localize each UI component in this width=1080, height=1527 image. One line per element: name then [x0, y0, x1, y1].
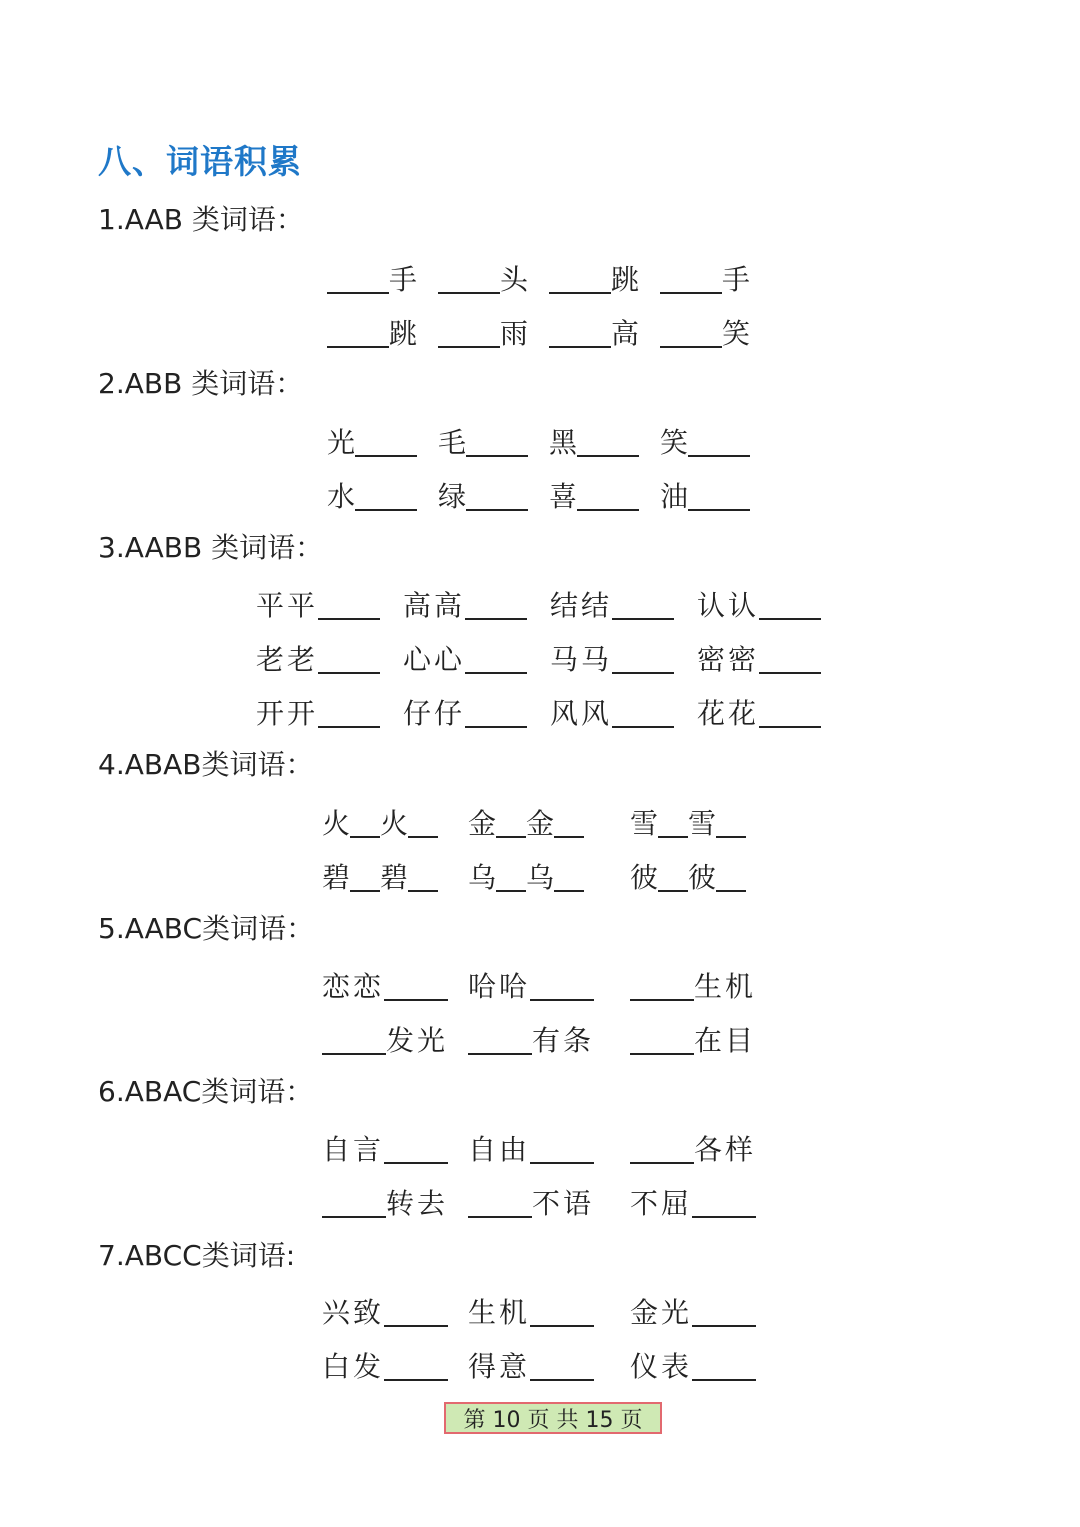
aabc-item: 生机 [630, 961, 756, 1001]
section-title: 八、词语积累 [98, 142, 302, 181]
abb-item: 笑 [660, 417, 750, 457]
fill-blank[interactable] [530, 1353, 594, 1381]
abcc-item: 生机 [468, 1287, 594, 1327]
aabb-item: 高高 [403, 580, 527, 620]
abab-item: 火 火 [322, 798, 438, 838]
fill-blank[interactable] [408, 810, 438, 838]
abab-item: 金 金 [468, 798, 584, 838]
abab-item: 雪 雪 [630, 798, 746, 838]
fill-blank[interactable] [322, 1027, 386, 1055]
abb-item: 绿 [438, 471, 528, 511]
heading-aabb: 3.AABB 类词语： [98, 531, 324, 564]
abb-item: 黑 [549, 417, 639, 457]
aabb-item: 密密 [697, 634, 821, 674]
fill-blank[interactable] [612, 700, 674, 728]
fill-blank[interactable] [327, 266, 389, 294]
abac-item: 各样 [630, 1124, 756, 1164]
abac-item: 转去 [322, 1178, 448, 1218]
fill-blank[interactable] [318, 700, 380, 728]
fill-blank[interactable] [322, 1190, 386, 1218]
heading-aab: 1.AAB 类词语： [98, 203, 304, 236]
fill-blank[interactable] [530, 1299, 594, 1327]
fill-blank[interactable] [688, 483, 750, 511]
abab-item: 碧 碧 [322, 852, 438, 892]
aabb-item: 认认 [697, 580, 821, 620]
fill-blank[interactable] [692, 1299, 756, 1327]
fill-blank[interactable] [468, 1027, 532, 1055]
aab-item: 跳 [327, 308, 417, 348]
abb-item: 油 [660, 471, 750, 511]
fill-blank[interactable] [658, 864, 688, 892]
aab-item: 高 [549, 308, 639, 348]
fill-blank[interactable] [660, 320, 722, 348]
fill-blank[interactable] [466, 483, 528, 511]
abac-item: 自言 [322, 1124, 448, 1164]
fill-blank[interactable] [688, 429, 750, 457]
fill-blank[interactable] [577, 483, 639, 511]
fill-blank[interactable] [612, 592, 674, 620]
aab-item: 手 [327, 254, 417, 294]
fill-blank[interactable] [759, 592, 821, 620]
fill-blank[interactable] [759, 700, 821, 728]
aabc-item: 恋恋 [322, 961, 448, 1001]
fill-blank[interactable] [549, 320, 611, 348]
heading-abac: 6.ABAC类词语： [98, 1075, 314, 1108]
fill-blank[interactable] [530, 973, 594, 1001]
aabc-item: 在目 [630, 1015, 756, 1055]
abac-item: 不语 [468, 1178, 594, 1218]
fill-blank[interactable] [438, 266, 500, 294]
abb-item: 喜 [549, 471, 639, 511]
aabc-item: 有条 [468, 1015, 594, 1055]
fill-blank[interactable] [496, 810, 526, 838]
heading-abab: 4.ABAB类词语： [98, 748, 314, 781]
aabc-item: 哈哈 [468, 961, 594, 1001]
aabb-item: 老老 [256, 634, 380, 674]
fill-blank[interactable] [530, 1136, 594, 1164]
fill-blank[interactable] [466, 429, 528, 457]
fill-blank[interactable] [465, 646, 527, 674]
abcc-item: 仪表 [630, 1341, 756, 1381]
abb-item: 毛 [438, 417, 528, 457]
aabb-item: 仔仔 [403, 688, 527, 728]
abab-item: 彼 彼 [630, 852, 746, 892]
fill-blank[interactable] [660, 266, 722, 294]
fill-blank[interactable] [408, 864, 438, 892]
fill-blank[interactable] [384, 1136, 448, 1164]
fill-blank[interactable] [554, 864, 584, 892]
aab-item: 跳 [549, 254, 639, 294]
fill-blank[interactable] [438, 320, 500, 348]
fill-blank[interactable] [318, 592, 380, 620]
aabb-item: 结结 [550, 580, 674, 620]
fill-blank[interactable] [355, 429, 417, 457]
heading-abcc: 7.ABCC类词语: [98, 1239, 296, 1272]
aabb-item: 花花 [697, 688, 821, 728]
aab-item: 雨 [438, 308, 528, 348]
abac-item: 自由 [468, 1124, 594, 1164]
abb-item: 光 [327, 417, 417, 457]
abb-item: 水 [327, 471, 417, 511]
fill-blank[interactable] [465, 700, 527, 728]
fill-blank[interactable] [327, 320, 389, 348]
fill-blank[interactable] [630, 1027, 694, 1055]
fill-blank[interactable] [355, 483, 417, 511]
fill-blank[interactable] [496, 864, 526, 892]
abcc-item: 得意 [468, 1341, 594, 1381]
fill-blank[interactable] [350, 810, 380, 838]
fill-blank[interactable] [384, 1353, 448, 1381]
aabb-item: 心心 [403, 634, 527, 674]
fill-blank[interactable] [384, 1299, 448, 1327]
aab-item: 笑 [660, 308, 750, 348]
fill-blank[interactable] [577, 429, 639, 457]
fill-blank[interactable] [716, 810, 746, 838]
heading-aabc: 5.AABC类词语： [98, 912, 315, 945]
page-number: 第 10 页 共 15 页 [444, 1402, 662, 1434]
fill-blank[interactable] [759, 646, 821, 674]
aabc-item: 发光 [322, 1015, 448, 1055]
fill-blank[interactable] [465, 592, 527, 620]
aab-item: 手 [660, 254, 750, 294]
fill-blank[interactable] [692, 1353, 756, 1381]
abcc-item: 白发 [322, 1341, 448, 1381]
aabb-item: 开开 [256, 688, 380, 728]
fill-blank[interactable] [384, 973, 448, 1001]
fill-blank[interactable] [468, 1190, 532, 1218]
abab-item: 乌 乌 [468, 852, 584, 892]
fill-blank[interactable] [630, 973, 694, 1001]
fill-blank[interactable] [612, 646, 674, 674]
heading-abb: 2.ABB 类词语： [98, 367, 304, 400]
fill-blank[interactable] [318, 646, 380, 674]
aabb-item: 风风 [550, 688, 674, 728]
fill-blank[interactable] [350, 864, 380, 892]
aabb-item: 马马 [550, 634, 674, 674]
fill-blank[interactable] [554, 810, 584, 838]
abac-item: 不屈 [630, 1178, 756, 1218]
abcc-item: 金光 [630, 1287, 756, 1327]
fill-blank[interactable] [549, 266, 611, 294]
abcc-item: 兴致 [322, 1287, 448, 1327]
fill-blank[interactable] [692, 1190, 756, 1218]
fill-blank[interactable] [658, 810, 688, 838]
aab-item: 头 [438, 254, 528, 294]
fill-blank[interactable] [716, 864, 746, 892]
aabb-item: 平平 [256, 580, 380, 620]
fill-blank[interactable] [630, 1136, 694, 1164]
